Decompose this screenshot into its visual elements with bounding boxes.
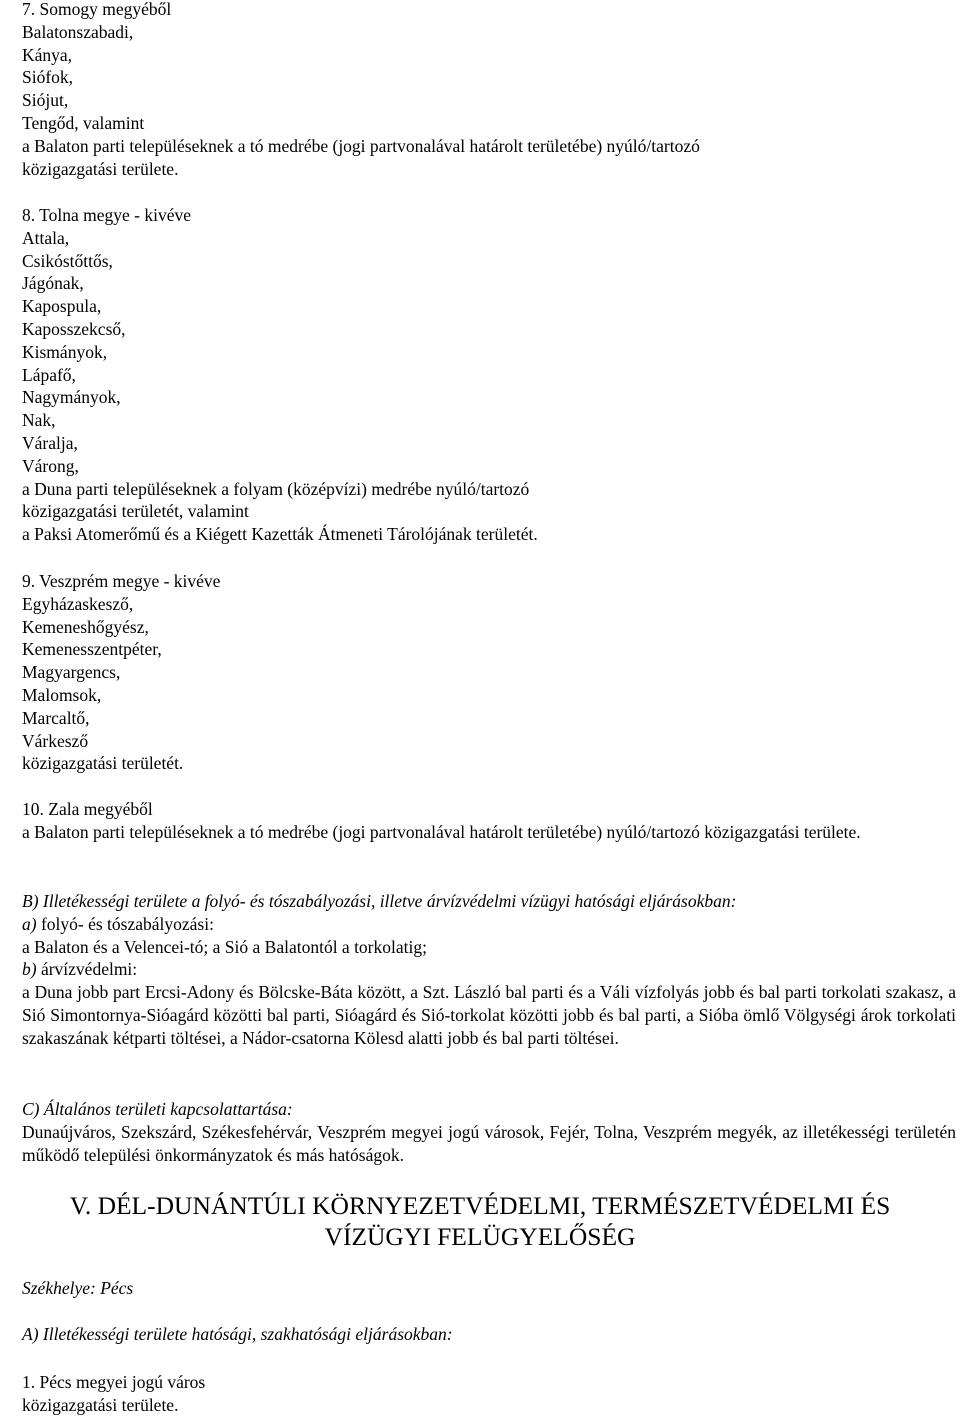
item-1-block xyxy=(22,1371,956,1417)
section-8-text: a Duna parti településeknek a folyam (középvízi) medrébe nyúló/tartozó xyxy=(22,478,530,499)
section-10-text: a Balaton parti településeknek a tó medrébe (jogi partvonalával határolt területébe) nyúló/tartozó közigazgatási területe. xyxy=(22,821,861,842)
place-name: Várkesző xyxy=(22,730,89,751)
scope-a-block xyxy=(22,1323,956,1346)
place-name: Nagymányok, xyxy=(22,387,121,408)
place-name: Kapospula, xyxy=(22,296,102,317)
section-7 xyxy=(22,0,956,180)
place-name: Kismányok, xyxy=(22,341,108,362)
place-name: Egyházaskesző, xyxy=(22,593,134,614)
section-8-title: 8. Tolna megye - kivéve xyxy=(22,205,192,225)
place-name: Jágónak, xyxy=(22,273,84,294)
section-c-text: Dunaújváros, Szekszárd, Székesfehérvár, Veszprém megyei jogú városok, Fejér, Tolna, Veszprém megyék, az illetékességi területén működő települési önkormányzatok és más hatóságok. xyxy=(22,1121,956,1165)
section-7-title: 7. Somogy megyéből xyxy=(22,0,172,19)
place-name: Váralja, xyxy=(22,432,78,453)
seat-block xyxy=(22,1277,956,1300)
place-name: Siójut, xyxy=(22,90,69,111)
chapter-title xyxy=(0,1190,960,1252)
section-10 xyxy=(22,798,956,844)
section-c xyxy=(22,1098,956,1166)
place-name: Kemenesszentpéter, xyxy=(22,639,162,660)
section-b-item-a-detail: a Balaton és a Velencei-tó; a Sió a Balatontól a torkolatig; xyxy=(22,936,427,957)
section-8-text: a Paksi Atomerőmű és a Kiégett Kazetták Átmeneti Tárolójának területét. xyxy=(22,524,538,545)
section-9 xyxy=(22,570,956,775)
place-name: Lápafő, xyxy=(22,364,76,385)
section-10-title: 10. Zala megyéből xyxy=(22,799,153,819)
place-name: Tengőd, valamint xyxy=(22,112,145,133)
section-7-text: a Balaton parti településeknek a tó medrébe (jogi partvonalával határolt területébe) nyúló/tartozó xyxy=(22,135,700,156)
section-8 xyxy=(22,204,956,546)
section-7-text: közigazgatási területe. xyxy=(22,158,179,179)
place-name: Nak, xyxy=(22,410,56,431)
chapter-title-line-1: V. DÉL-DUNÁNTÚLI KÖRNYEZETVÉDELMI, TERMÉSZETVÉDELMI ÉS xyxy=(69,1191,891,1220)
section-b-item-b xyxy=(22,958,956,981)
section-8-text: közigazgatási területét, valamint xyxy=(22,501,249,522)
place-name: Siófok, xyxy=(22,67,74,88)
place-name: Malomsok, xyxy=(22,684,102,705)
item-a-label: a) xyxy=(22,913,37,934)
chapter-title-line-2: VÍZÜGYI FELÜGYELŐSÉG xyxy=(324,1222,636,1251)
place-name: Csikóstőttős, xyxy=(22,250,113,271)
scope-a-heading: A) Illetékességi területe hatósági, szakhatósági eljárásokban: xyxy=(22,1324,453,1344)
place-name: Marcaltő, xyxy=(22,707,90,728)
section-9-text: közigazgatási területét. xyxy=(22,753,184,774)
place-name: Kaposszekcső, xyxy=(22,318,126,339)
place-name: Kánya, xyxy=(22,44,73,65)
place-name: Magyargencs, xyxy=(22,662,121,683)
item-b-label: b) xyxy=(22,959,37,980)
section-b-item-b-detail: a Duna jobb part Ercsi-Adony és Bölcske-Báta között, a Szt. László bal parti és a Váli vízfolyás jobb és bal parti torkolati szakasz, a Sió Simontornya-Sióagárd közötti bal parti, Sióagárd és Sió-torkolat közötti jobb és bal parti, a Sióba ömlő Völgységi árok torkolati szakaszának kétparti töltései, a Nádor-csatorna Kölesd alatti jobb és bal parti töltései. xyxy=(22,982,956,1048)
section-c-heading: C) Általános területi kapcsolattartása: xyxy=(22,1099,293,1119)
item-1-title: 1. Pécs megyei jogú város xyxy=(22,1372,206,1392)
place-name: Kemeneshőgyész, xyxy=(22,616,149,637)
item-b-text: árvízvédelmi: xyxy=(36,959,138,980)
section-b xyxy=(22,890,956,1050)
place-name: Attala, xyxy=(22,227,70,248)
section-b-item-a xyxy=(22,913,956,936)
seat-text: Székhelye: Pécs xyxy=(22,1278,134,1298)
section-9-title: 9. Veszprém megye - kivéve xyxy=(22,571,221,591)
item-1-text: közigazgatási területe. xyxy=(22,1394,179,1415)
item-a-text: folyó- és tószabályozási: xyxy=(36,913,214,934)
section-b-heading: B) Illetékességi területe a folyó- és tószabályozási, illetve árvízvédelmi vízügyi hatósági eljárásokban: xyxy=(22,891,737,911)
place-name: Várong, xyxy=(22,455,79,476)
place-name: Balatonszabadi, xyxy=(22,21,134,42)
